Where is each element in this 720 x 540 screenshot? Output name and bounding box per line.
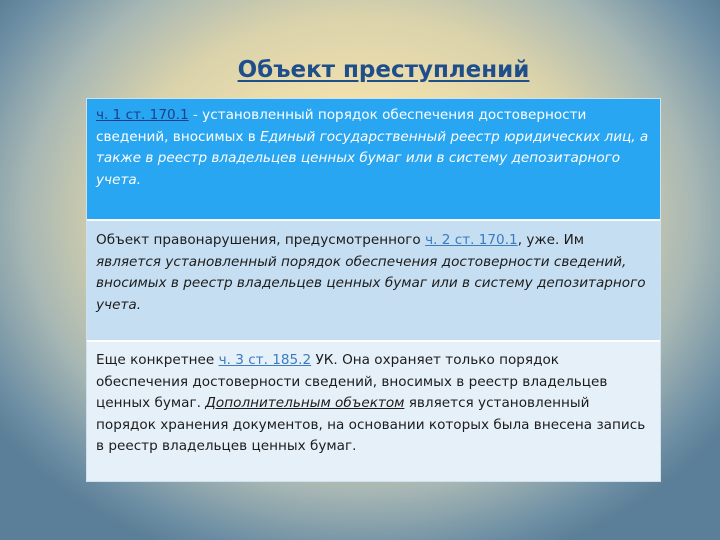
article-link[interactable]: ч. 2 ст. 170.1 [425,232,518,248]
content-table [86,98,661,482]
article-link[interactable]: ч. 3 ст. 185.2 [218,352,312,368]
row-text: , уже. Им [517,232,585,248]
row-italic-text: Единый государственный реестр юридических лиц, а также в реестр владельцев ценных бумаг или в систему депозитарного учета. [96,128,649,188]
row-text: УК. Она охраняет только порядок обеспечения достоверности сведений, вносимых в реестр владельцев ценных бумаг. [96,352,608,411]
row-text-prefix: Еще конкретнее [96,352,219,368]
slide-title: Объект преступлений [237,57,530,83]
table-row [87,99,660,219]
row-text-end: является установленный порядок хранения документов, на основании которых была внесена запись в реестр владельцев ценных бумаг. [96,395,646,454]
table-row [87,219,660,340]
additional-object-term: Дополнительным объектом [205,395,405,411]
article-link[interactable]: ч. 1 ст. 170.1 [96,107,189,123]
row-text-prefix: Объект правонарушения, предусмотренного [96,232,426,248]
row-italic-text: является установленный порядок обеспечения достоверности сведений, вносимых в реестр владельцев ценных бумаг или в систему депозитарного учета. [96,253,646,313]
row-text: - установленный порядок обеспечения достоверности сведений, вносимых в [96,107,587,145]
table-row [87,340,660,481]
